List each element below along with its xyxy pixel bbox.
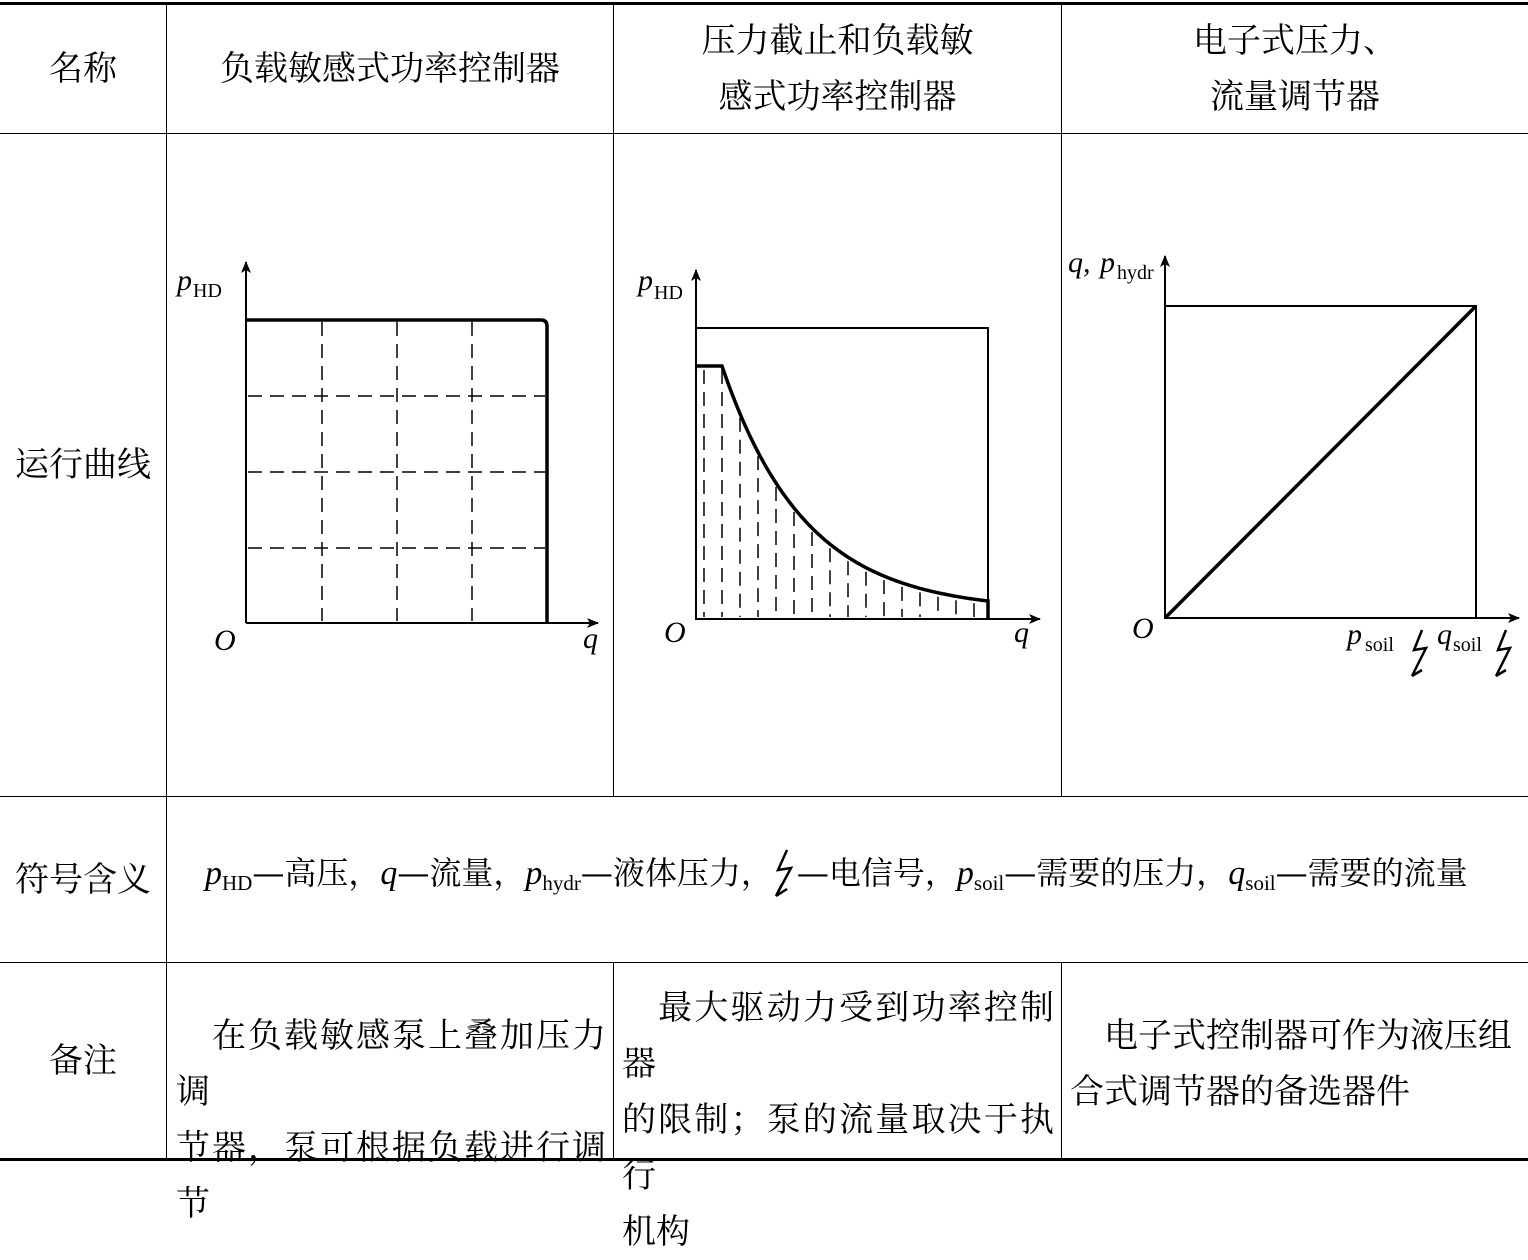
note3-line2: 合式调节器的备选器件 (1070, 1072, 1410, 1112)
linear-characteristic (1165, 306, 1476, 618)
electric-signal-icon (1496, 630, 1510, 676)
electric-signal-icon (1412, 630, 1426, 676)
x-label-psoil: p (1347, 618, 1362, 651)
dashed-grid (248, 322, 545, 621)
legend-qsoil-text: —需要的流量 (1275, 854, 1468, 892)
y-axis-label: p (177, 264, 192, 297)
header-col4-line2: 流量调节器 (1210, 76, 1380, 117)
diagram-load-sensing (167, 134, 613, 796)
header-col3-line1: 压力截止和负载敏 (701, 20, 974, 61)
col2-divider-bottom (613, 962, 614, 1159)
row-label-notes: 备注 (49, 1040, 117, 1081)
y-axis-subscript: HD (654, 282, 683, 304)
legend-p-text: —高压， (252, 854, 381, 892)
hatch-lines (704, 370, 974, 617)
origin-label: O (1132, 612, 1154, 645)
note-pressure-cutoff (622, 980, 1054, 1260)
x-label-qsoil: q (1437, 618, 1452, 651)
y-axis-subscript: HD (193, 280, 222, 302)
legend-phydr-symbol: p (525, 855, 543, 892)
note-load-sensing (176, 1008, 606, 1232)
legend-qsoil-subscript: soil (1245, 871, 1276, 895)
note2-line1: 最大驱动力受到功率控制器 (622, 988, 1054, 1084)
note3-line1: 电子式控制器可作为液压组 (1104, 1016, 1512, 1056)
symbol-legend (205, 848, 1468, 898)
curve-row-divider (0, 796, 1528, 797)
legend-phydr-text: —液体压力， (580, 854, 773, 892)
header-col4-line1: 电子式压力、 (1193, 20, 1397, 61)
note1-line2: 节器，泵可根据负载进行调节 (176, 1128, 606, 1224)
header-load-sensing-controller: 负载敏感式功率控制器 (220, 48, 560, 89)
symbol-row-divider (0, 962, 1528, 963)
row-label-symbols: 符号含义 (15, 859, 151, 900)
y-axis-label-p: p (1100, 246, 1115, 279)
origin-label: O (214, 624, 236, 657)
diagram-pressure-cutoff (614, 134, 1061, 796)
note-electronic-regulator (1070, 1008, 1522, 1120)
x-label-psoil-subscript: soil (1365, 634, 1394, 656)
note2-line3: 机构 (622, 1212, 690, 1252)
legend-psoil-subscript: soil (973, 871, 1005, 895)
header-pressure-cutoff-controller (614, 4, 1061, 133)
y-axis-subscript: hydr (1117, 262, 1154, 284)
header-name: 名称 (49, 48, 117, 89)
origin-label: O (664, 616, 686, 649)
diagram-electronic-regulator (1062, 134, 1528, 796)
legend-q-text: —流量， (397, 854, 526, 892)
note1-line1: 在负载敏感泵上叠加压力调 (176, 1016, 606, 1112)
legend-q-symbol: q (380, 855, 398, 892)
x-axis-label: q (1014, 616, 1029, 649)
header-electronic-regulator (1062, 4, 1528, 133)
x-axis-label: q (583, 622, 598, 655)
note2-line2: 的限制；泵的流量取决于执行 (622, 1100, 1054, 1196)
col3-divider-bottom (1061, 962, 1062, 1159)
legend-phydr-subscript: hydr (542, 871, 581, 895)
legend-qsoil-symbol: q (1228, 855, 1246, 892)
legend-p-subscript: HD (222, 871, 253, 895)
header-col3-line2: 感式功率控制器 (718, 76, 957, 117)
y-axis-label: p (638, 264, 653, 297)
lightning-icon (773, 848, 797, 898)
legend-psoil-symbol: p (956, 855, 974, 892)
x-label-qsoil-subscript: soil (1453, 634, 1482, 656)
legend-signal-text: —电信号， (796, 854, 957, 892)
row-label-curve: 运行曲线 (15, 445, 151, 485)
legend-psoil-text: —需要的压力， (1004, 854, 1229, 892)
y-axis-label-q: q, (1068, 246, 1091, 279)
legend-p-symbol: p (205, 855, 222, 892)
